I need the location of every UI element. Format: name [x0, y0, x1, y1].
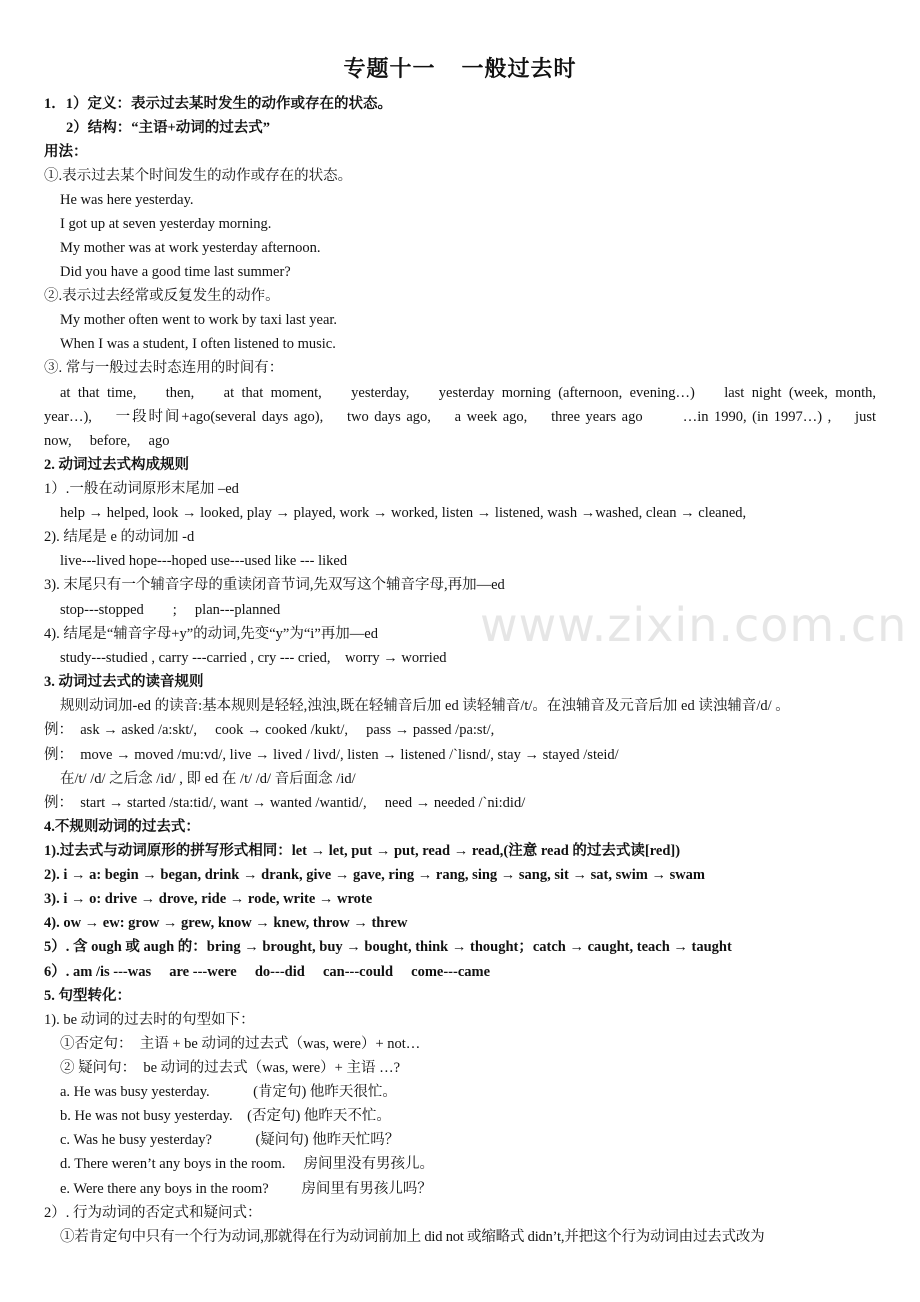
title-part-1: 专题十一 — [343, 57, 436, 82]
rule-line: ①若肯定句中只有一个行为动词,那就得在行为动词前加上 did not 或缩略式 didn’t,并把这个行为动词由过去式改为 — [60, 1229, 765, 1245]
pattern-line: ② 疑问句： be 动词的过去式（was, were）+ 主语 …? — [60, 1060, 401, 1076]
example-line: help → helped, look → looked, play → played, work → worked, listen → listened, wash →washed, clean → cleaned, — [60, 505, 747, 521]
example-line: 例： ask → asked /a:skt/, cook → cooked /kukt/, pass → passed /pa:st/, — [44, 722, 495, 738]
section-heading: 3. 动词过去式的读音规则 — [44, 674, 204, 690]
example-line: My mother often went to work by taxi last year. — [60, 312, 338, 328]
structure-line: 2）结构：“主语+动词的过去式” — [66, 120, 271, 136]
irregular-rule: 2). i → a: begin → began, drink → drank, give → gave, ring → rang, sing → sang, sit → sat, swim → swam — [44, 867, 706, 883]
example-line: stop---stopped ; plan---planned — [60, 602, 281, 618]
example-line: study---studied , carry ---carried , cry --- cried, worry → worried — [60, 650, 447, 666]
pronunciation-rule: 在/t/ /d/ 之后念 /id/ , 即 ed 在 /t/ /d/ 音后面念 /id/ — [60, 771, 356, 787]
rule-line: 4). 结尾是“辅音字母+y”的动词,先变“y”为“i”再加—ed — [44, 626, 378, 642]
irregular-rule: 6）. am /is ---was are ---were do---did can---could come---came — [44, 964, 491, 980]
usage-2: ②.表示过去经常或反复发生的动作。 — [44, 288, 280, 304]
rule-line: 3). 末尾只有一个辅音字母的重读闭音节词,先双写这个辅音字母,再加—ed — [44, 577, 505, 593]
example-line: e. Were there any boys in the room? 房间里有男孩儿吗？ — [60, 1181, 432, 1197]
example-line: c. Was he busy yesterday? (疑问句) 他昨天忙吗？ — [60, 1132, 400, 1148]
rule-line: 1）.一般在动词原形末尾加 –ed — [44, 481, 239, 497]
rule-line: 2). 结尾是 e 的动词加 -d — [44, 529, 195, 545]
irregular-rule: 1).过去式与动词原形的拼写形式相同：let → let, put → put, read → read,(注意 read 的过去式读[red]) — [44, 843, 681, 859]
example-line: He was here yesterday. — [60, 192, 194, 208]
rule-line: 2）. 行为动词的否定式和疑问式： — [44, 1205, 262, 1221]
example-line: d. There weren’t any boys in the room. 房间里没有男孩儿。 — [60, 1156, 434, 1172]
usage-3: ③. 常与一般过去时态连用的时间有： — [44, 360, 284, 376]
definition-line: 1．1）定义：表示过去某时发生的动作或存在的状态。 — [44, 96, 392, 112]
pronunciation-rule: 规则动词加-ed 的读音:基本规则是轻轻,浊浊,既在轻辅音后加 ed 读轻辅音/t/。在浊辅音及元音后加 ed 读浊辅音/d/ 。 — [60, 698, 790, 714]
irregular-rule: 4). ow → ew: grow → grew, know → knew, throw → threw — [44, 915, 408, 931]
section-heading: 5. 句型转化： — [44, 988, 131, 1004]
page-title — [0, 52, 920, 83]
example-line: Did you have a good time last summer? — [60, 264, 291, 280]
example-line: When I was a student, I often listened to music. — [60, 336, 336, 352]
time-expressions-line: year…), 一段时间+ago(several days ago), two days ago, a week ago, three years ago …in 1990, (in 1997…) , just — [44, 409, 876, 425]
example-line: live---lived hope---hoped use---used like --- liked — [60, 553, 348, 569]
watermark: www.zixin.com.cn — [480, 598, 908, 652]
example-line: a. He was busy yesterday. (肯定句) 他昨天很忙。 — [60, 1084, 397, 1100]
rule-line: 1). be 动词的过去时的句型如下： — [44, 1012, 255, 1028]
usage-1: ①.表示过去某个时间发生的动作或存在的状态。 — [44, 168, 353, 184]
pattern-line: ①否定句： 主语 + be 动词的过去式（was, were）+ not… — [60, 1036, 421, 1052]
example-line: 例： start → started /sta:tid/, want → wanted /wantid/, need → needed /`ni:did/ — [44, 795, 526, 811]
title-part-2: 一般过去时 — [461, 57, 577, 82]
irregular-rule: 3). i → o: drive → drove, ride → rode, write → wrote — [44, 891, 373, 907]
time-expressions-line: now, before, ago — [44, 433, 170, 449]
example-line: My mother was at work yesterday afternoon. — [60, 240, 321, 256]
example-line: b. He was not busy yesterday. (否定句) 他昨天不忙。 — [60, 1108, 391, 1124]
irregular-rule: 5）. 含 ough 或 augh 的：bring → brought, buy → bought, think → thought；catch → caught, teach → taught — [44, 939, 732, 955]
section-heading: 4.不规则动词的过去式： — [44, 819, 200, 835]
example-line: 例： move → moved /mu:vd/, live → lived / livd/, listen → listened /`lisnd/, stay → stayed /steid/ — [44, 747, 619, 763]
example-line: I got up at seven yesterday morning. — [60, 216, 272, 232]
time-expressions-line: at that time, then, at that moment, yesterday, yesterday morning (afternoon, evening…) last night (week, month, — [60, 385, 876, 401]
usage-heading: 用法： — [44, 144, 88, 160]
section-heading: 2. 动词过去式构成规则 — [44, 457, 189, 473]
